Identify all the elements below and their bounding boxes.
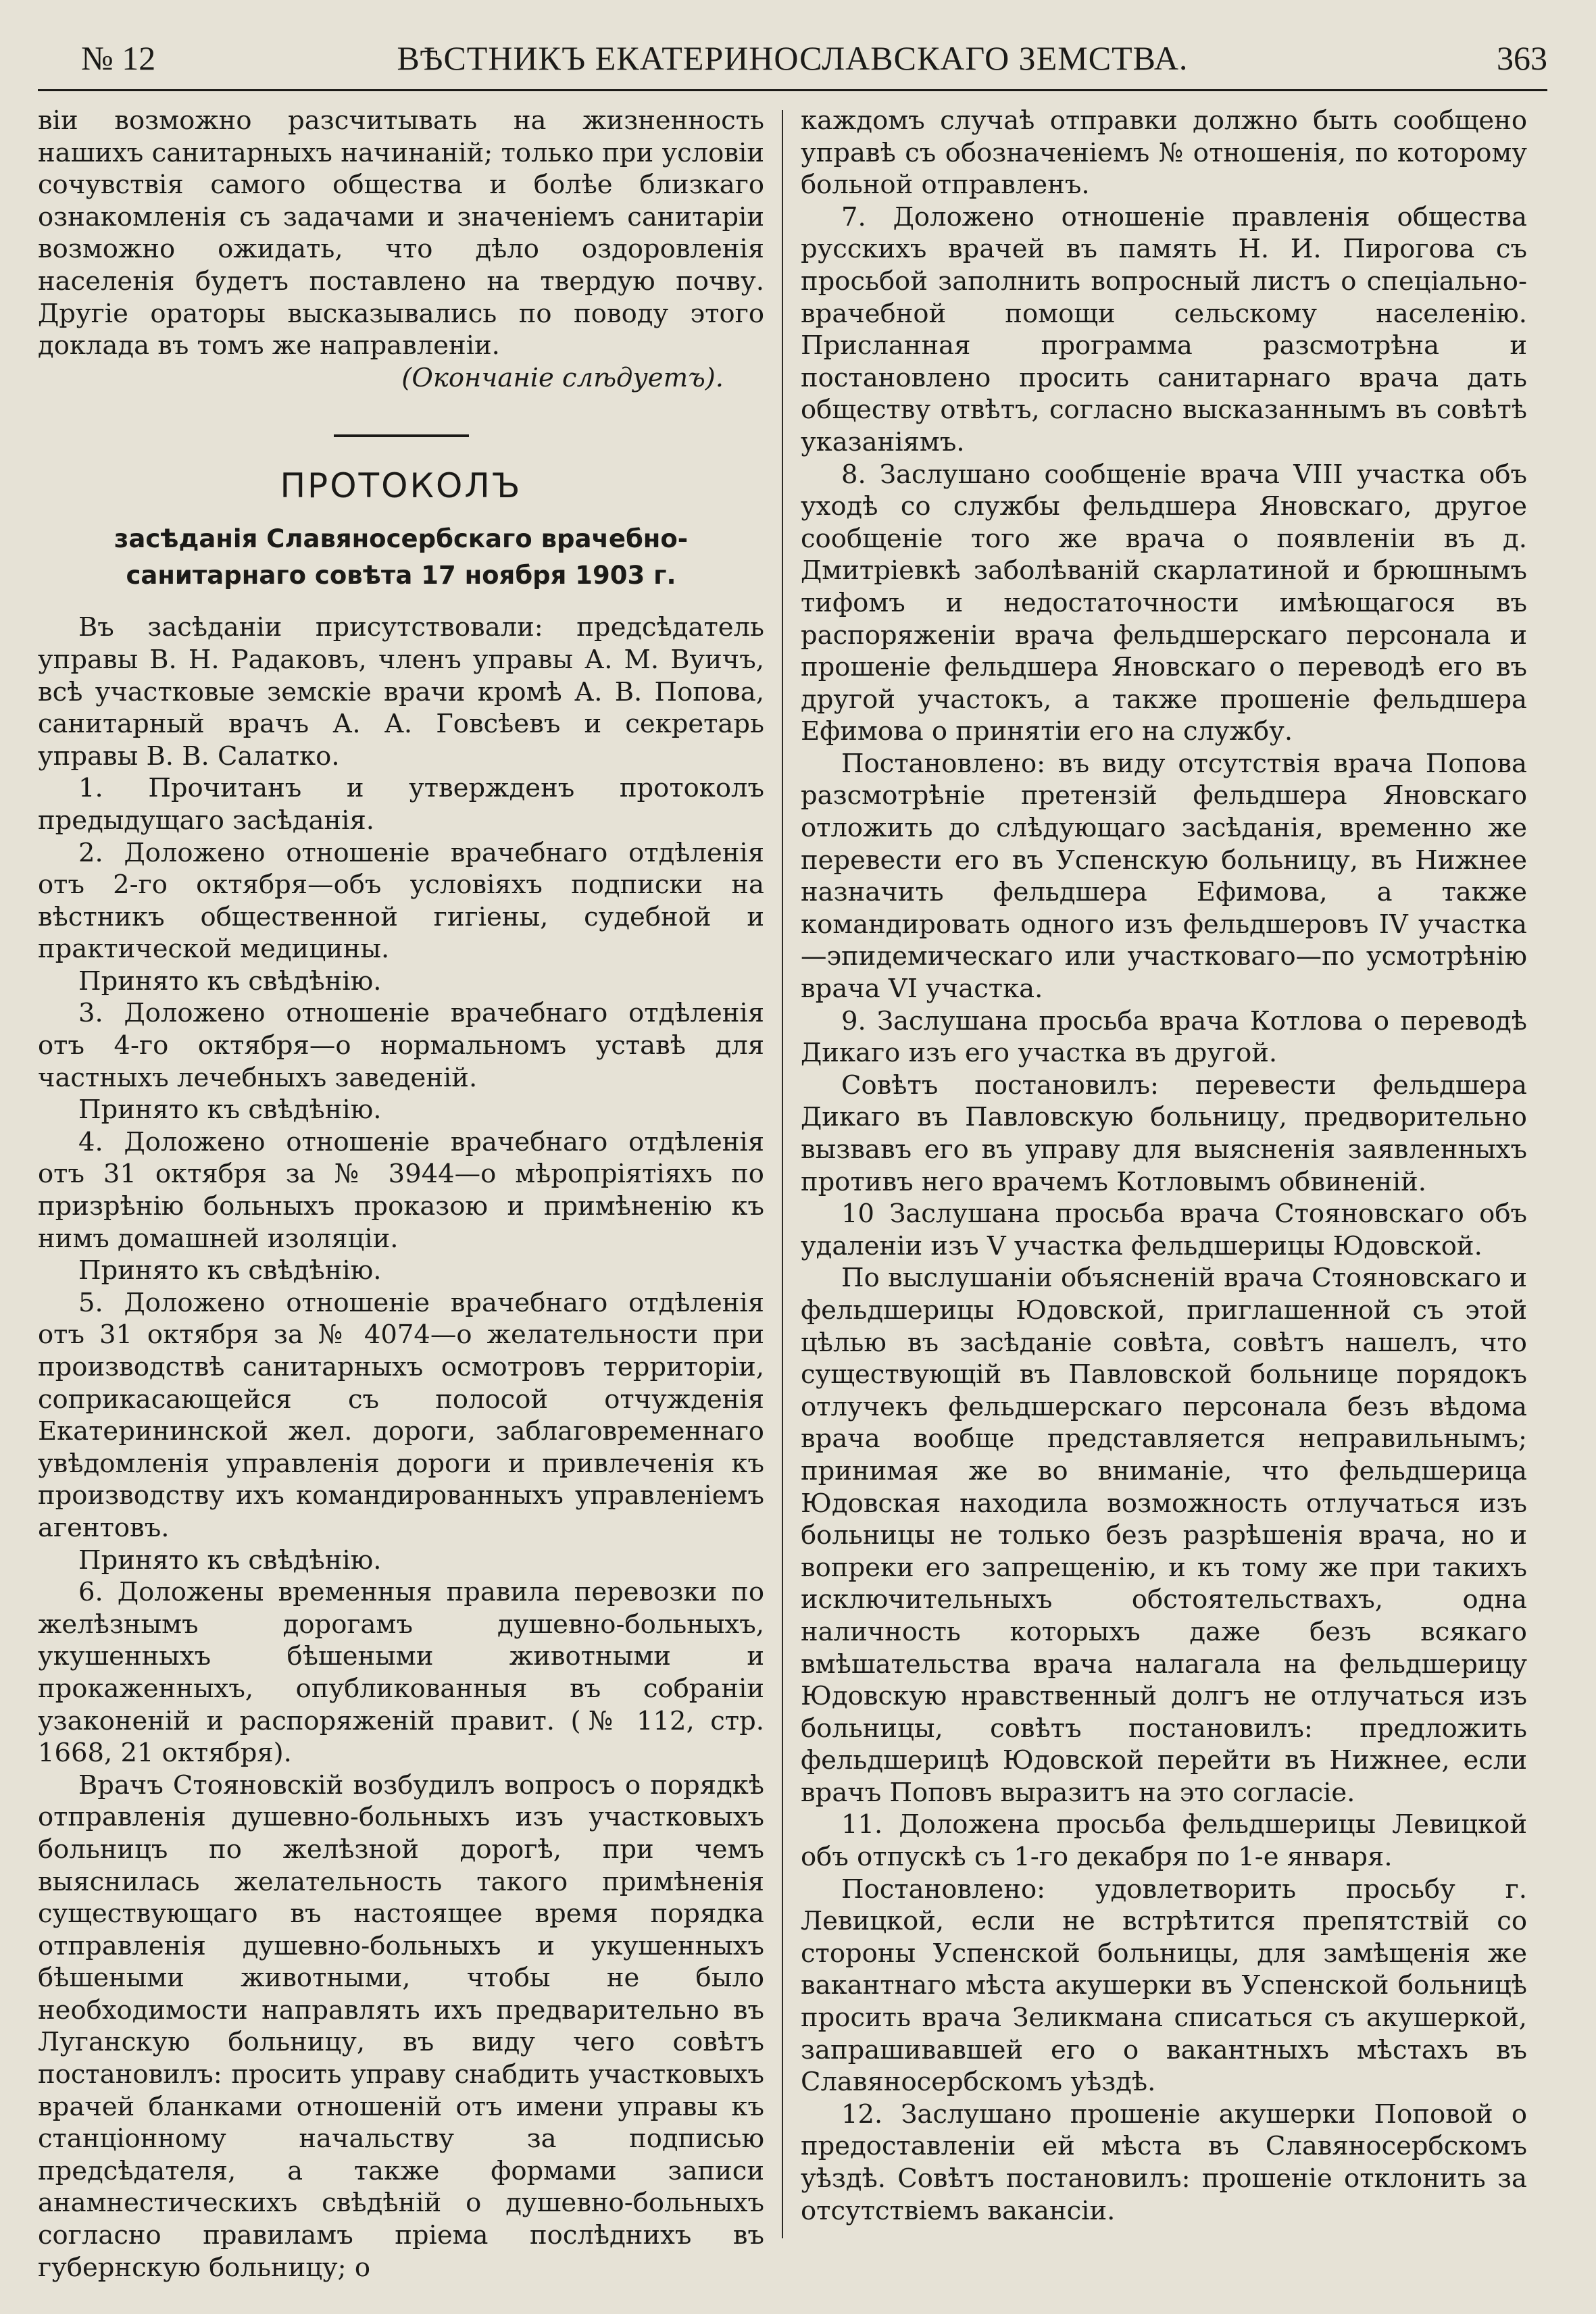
- paragraph: 10 Заслушана просьба врача Стояновскаго объ удаленіи изъ V участка фельдшерицы Юдовской.: [801, 1199, 1527, 1261]
- paragraph: 7. Доложено отношеніе правленія общества русскихъ врачей въ память Н. И. Пирогова съ просьбой заполнить вопросный листъ о спеціально-врачебной помощи сельскому населенію. Присланная программа разсмотрѣна и постановлено просить санитарнаго врача дать обществу отвѣтъ, согласно высказаннымъ въ совѣтѣ указаніямъ.: [801, 201, 1527, 457]
- paragraph: 12. Заслушано прошеніе акушерки Поповой о предоставленіи ей мѣста въ Славяносербскомъ уѣздѣ. Совѣтъ постановилъ: прошеніе отклонить за отсутствіемъ вакансіи.: [801, 2098, 1527, 2226]
- paragraph: Принято къ свѣдѣнію.: [78, 1095, 382, 1126]
- paragraph: 2. Доложено отношеніе врачебнаго отдѣленія отъ 2-го октября—объ условіяхъ подписки на вѣстникъ общественной гигіены, судебной и практической медицины.: [38, 837, 764, 965]
- paragraph: 8. Заслушано сообщеніе врача VIII участка объ уходѣ со службы фельдшера Яновскаго, другое сообщеніе того же врача о появленіи въ д. Дмитріевкѣ заболѣваній скарлатиной и брюшнымъ тифомъ и недостаточности имѣющагося въ распоряженіи врача фельдшерскаго персонала и прошеніе фельдшера Яновскаго о переводѣ его въ другой участокъ, а также прошеніе фельдшера Ефимова о принятіи его на службу.: [801, 459, 1527, 747]
- section-divider: [334, 434, 469, 437]
- paragraph: Совѣтъ постановилъ: перевести фельдшера Дикаго въ Павловскую больницу, предворительно вызвавъ его въ управу для выясненія заявленныхъ противъ него врачемъ Котловымъ обвиненій.: [801, 1070, 1527, 1197]
- paragraph: Въ засѣданіи присутствовали: предсѣдатель управы В. Н. Радаковъ, членъ управы А. М. Вуичъ, всѣ участковые земскіе врачи кромѣ А. В. Попова, санитарный врачъ А. А. Говсѣевъ и секретарь управы В. В. Салатко.: [38, 612, 764, 772]
- paragraph: Принято къ свѣдѣнію.: [78, 1544, 382, 1576]
- paragraph: 11. Доложена просьба фельдшерицы Левицкой объ отпускѣ съ 1-го декабря по 1-е января.: [801, 1809, 1527, 1873]
- paragraph: По выслушаніи объясненій врача Стояновскаго и фельдшерицы Юдовской, приглашенной съ этой цѣлью въ засѣданіе совѣта, совѣтъ нашелъ, что существующій въ Павловской больнице порядокъ отлучекъ фельдшерскаго персонала безъ вѣдома врача вообще представляется неправильнымъ; принимая же во вниманіе, что фельдшерица Юдовская находила возможность отлучаться изъ больницы не только безъ разрѣшенія врача, но и вопреки его запрещенію, и къ тому же при такихъ исключительныхъ обстоятельствахъ, одна наличность которыхъ даже безъ всякаго вмѣшательства врача налагала на фельдшерицу Юдовскую нравственный долгъ не отлучаться изъ больницы, совѣтъ постановилъ: предложить фельдшерицѣ Юдовской перейти въ Нижнее, если врачъ Поповъ выразитъ на это согласіе.: [801, 1263, 1527, 1808]
- paragraph: 3. Доложено отношеніе врачебнаго отдѣленія отъ 4-го октября—о нормальномъ уставѣ для частныхъ лечебныхъ заведеній.: [38, 998, 764, 1093]
- page-header: [38, 24, 1547, 91]
- journal-title: ВѢСТНИКЪ ЕКАТЕРИНОСЛАВСКАГО ЗЕМСТВА.: [397, 39, 1189, 77]
- paragraph: Принято къ свѣдѣнію.: [78, 1255, 382, 1286]
- paragraph: 6. Доложены временныя правила перевозки по желѣзнымъ дорогамъ душевно-больныхъ, укушенныхъ бѣшеными животными и прокаженныхъ, опубликованныя въ собраніи узаконеній и распоряженій правит. (№ 112, стр. 1668, 21 октября).: [38, 1577, 764, 1769]
- column-divider: [782, 110, 783, 2238]
- protocol-title: ПРОТОКОЛЪ: [280, 466, 522, 506]
- continued-paragraph: віи возможно разсчитывать на жизненность нашихъ санитарныхъ начинаній; только при условіи сочувствія самого общества и болѣе близкаго ознакомленія съ задачами и значеніемъ санитаріи возможно ожидать, что дѣло оздоровленія населенія будетъ поставлено на твердую почву. Другіе ораторы высказывались по поводу этого доклада въ томъ же направленіи.: [38, 105, 764, 361]
- paragraph: Постановлено: удовлетворить просьбу г. Левицкой, если не встрѣтится препятствій со стороны Успенской больницы, для замѣщенія же вакантнаго мѣста акушерки въ Успенской больницѣ просить врача Зеликмана списаться съ акушеркой, запрашивавшей его о вакантныхъ мѣстахъ въ Славяносербскомъ уѣздѣ.: [801, 1873, 1527, 2098]
- paragraph: 9. Заслушана просьба врача Котлова о переводѣ Дикаго изъ его участка въ другой.: [801, 1005, 1527, 1069]
- page-number: 363: [1497, 39, 1547, 77]
- paragraph: 4. Доложено отношеніе врачебнаго отдѣленія отъ 31 октября за № 3944—о мѣропріятіяхъ по призрѣнію больныхъ проказою и примѣненію къ нимъ домашней изоляціи.: [38, 1126, 764, 1254]
- paragraph: Врачъ Стояновскій возбудилъ вопросъ о порядкѣ отправленія душевно-больныхъ изъ участковыхъ больницъ по желѣзной дорогѣ, при чемъ выяснилась желательность такого примѣненія существующаго въ настоящее время порядка отправленія душевно-больныхъ и укушенныхъ бѣшеными животными, чтобы не было необходимости направлять ихъ предварительно въ Луганскую больницу, въ виду чего совѣтъ постановилъ: просить управу снабдить участковыхъ врачей бланками отношеній отъ имени управы къ станціонному начальству за подписью предсѣдателя, а также формами записи анамнестическихъ свѣдѣній о душевно-больныхъ согласно правиламъ пріема послѣднихъ въ губернскую больницу; о: [38, 1769, 764, 2283]
- right-column: [789, 105, 1527, 2246]
- to-be-continued-note: (Окончаніе слѣдуетъ).: [401, 362, 724, 393]
- text-columns: [38, 105, 1547, 2283]
- right-paragraphs: [801, 105, 1527, 2227]
- paragraph: 5. Доложено отношеніе врачебнаго отдѣленія отъ 31 октября за № 4074—о желательности при производствѣ санитарныхъ осмотровъ территоріи, соприкасающейся съ полосой отчужденія Екатерининской жел. дороги, заблаговременнаго увѣдомленія управленія дороги и привлеченія къ производству ихъ командированныхъ управленіемъ агентовъ.: [38, 1287, 764, 1543]
- left-paragraphs: [38, 611, 764, 2284]
- left-column: [38, 105, 776, 2283]
- issue-number: № 12: [81, 39, 156, 77]
- protocol-subtitle: засѣданія Славяносербскаго врачебно-санитарнаго совѣта 17 ноября 1903 г.: [114, 524, 689, 590]
- paragraph: 1. Прочитанъ и утвержденъ протоколъ предыдущаго засѣданія.: [38, 773, 764, 836]
- paragraph: Принято къ свѣдѣнію.: [78, 965, 382, 997]
- paragraph: Постановлено: въ виду отсутствія врача Попова разсмотрѣніе претензій фельдшера Яновскаго отложить до слѣдующаго засѣданія, временно же перевести его въ Успенскую больницу, въ Нижнее назначить фельдшера Ефимова, а также командировать одного изъ фельдшеровъ IV участка—эпидемическаго или участковаго—по усмотрѣнію врача VI участка.: [801, 748, 1527, 1005]
- paragraph: каждомъ случаѣ отправки должно быть сообщено управѣ съ обозначеніемъ № отношенія, по которому больной отправленъ.: [801, 105, 1527, 201]
